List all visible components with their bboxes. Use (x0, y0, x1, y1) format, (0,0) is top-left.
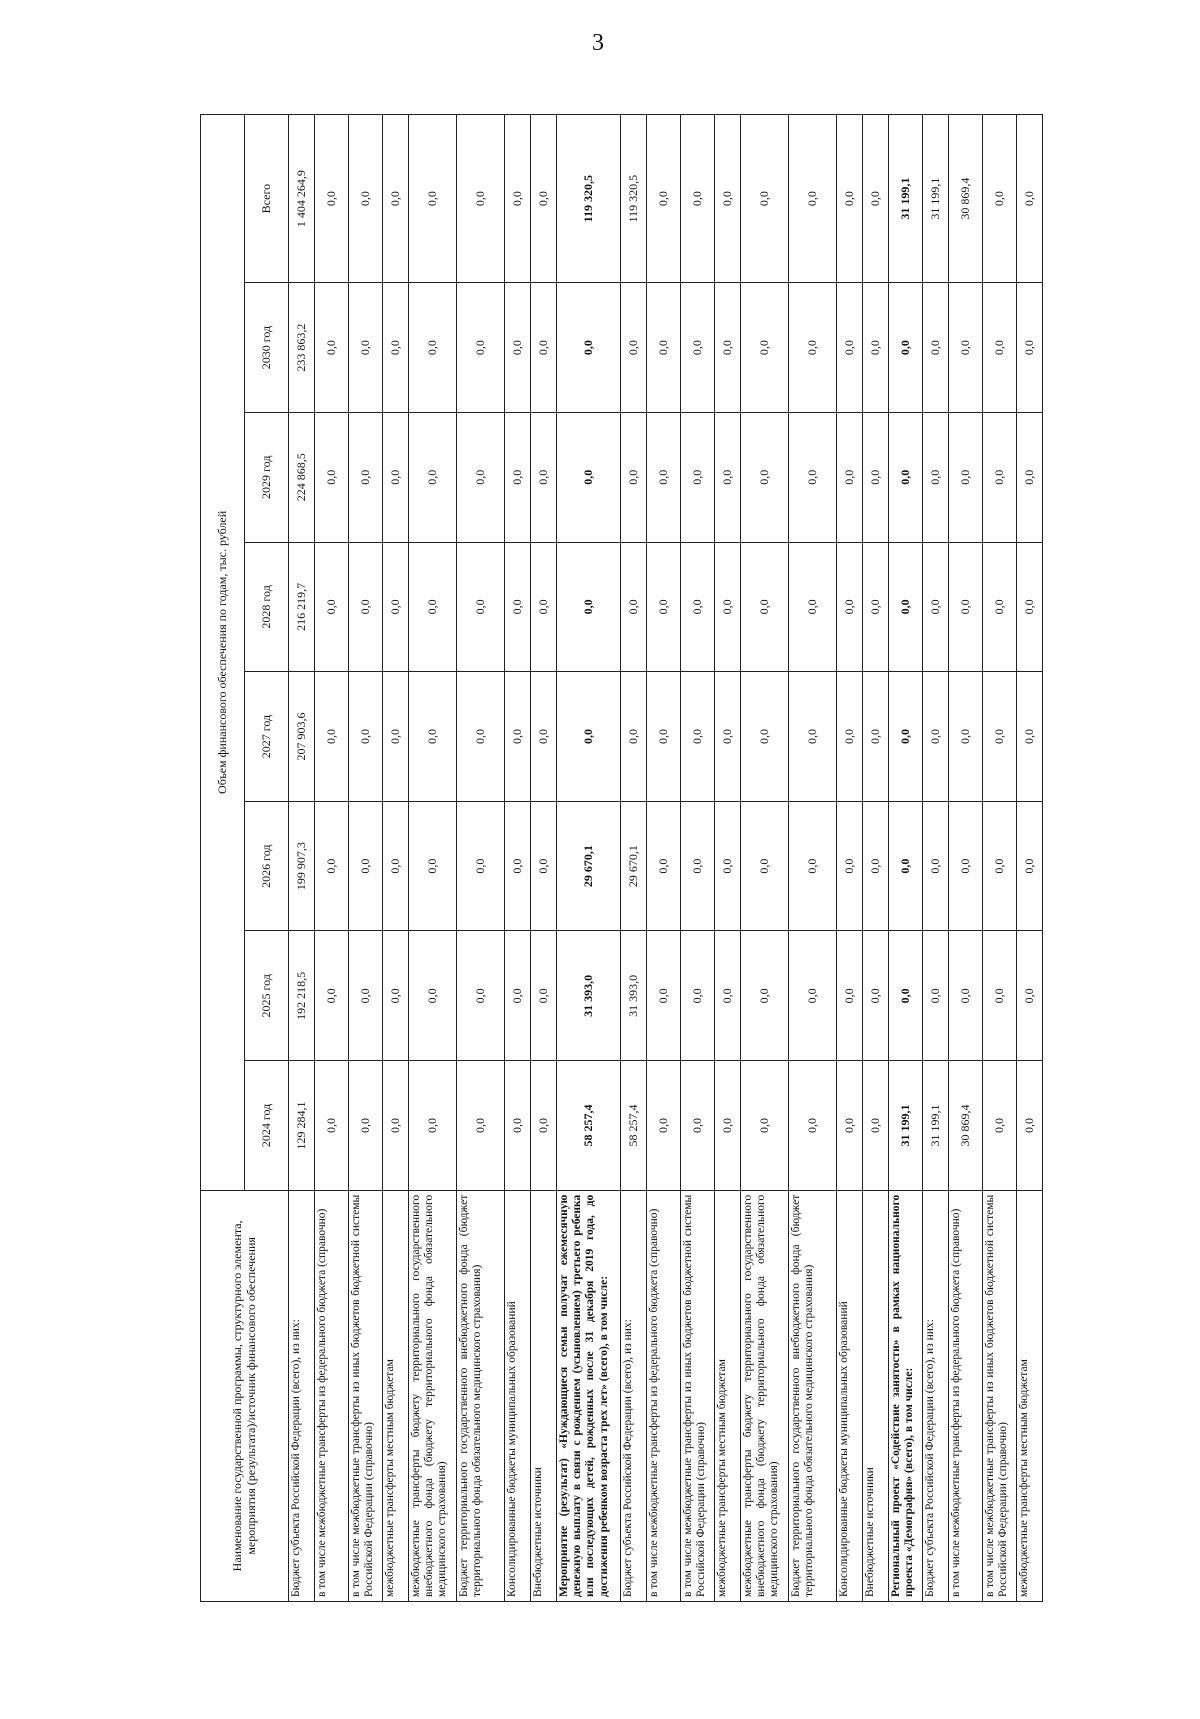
row-value: 0,0 (741, 672, 789, 802)
row-value: 0,0 (681, 283, 715, 413)
row-value: 0,0 (1017, 412, 1043, 542)
row-value: 0,0 (349, 283, 383, 413)
row-value: 0,0 (349, 801, 383, 931)
row-value: 0,0 (889, 801, 923, 931)
row-value: 0,0 (983, 412, 1017, 542)
row-value: 0,0 (715, 931, 741, 1061)
row-value: 0,0 (741, 801, 789, 931)
row-value: 0,0 (315, 931, 349, 1061)
table-row (681, 115, 715, 1602)
row-value: 0,0 (863, 931, 889, 1061)
row-value: 0,0 (409, 931, 457, 1061)
row-value: 0,0 (557, 672, 621, 802)
row-value: 0,0 (837, 1061, 863, 1191)
table-row (647, 115, 681, 1602)
row-value: 0,0 (647, 801, 681, 931)
row-value: 0,0 (457, 672, 505, 802)
row-value: 0,0 (923, 283, 949, 413)
row-value: 0,0 (349, 931, 383, 1061)
table-row (557, 115, 621, 1602)
row-value: 0,0 (741, 542, 789, 672)
row-value: 233 863,2 (289, 283, 315, 413)
row-value: 0,0 (949, 672, 983, 802)
table-row (621, 115, 647, 1602)
row-value: 31 199,1 (923, 1061, 949, 1191)
row-value: 192 218,5 (289, 931, 315, 1061)
row-value: 0,0 (837, 672, 863, 802)
row-value: 0,0 (531, 672, 557, 802)
table-row (983, 115, 1017, 1602)
row-value: 31 393,0 (557, 931, 621, 1061)
header-volume-title: Объем финансового обеспечения по годам, тыс. рублей (201, 115, 245, 1191)
row-value: 0,0 (531, 931, 557, 1061)
row-value: 0,0 (457, 283, 505, 413)
row-value: 0,0 (409, 115, 457, 283)
row-value: 0,0 (531, 283, 557, 413)
row-value: 0,0 (681, 115, 715, 283)
row-value: 0,0 (923, 931, 949, 1061)
header-name-column: Наименование государственной программы, структурного элемента, мероприятия (результата)/источник финансового обеспечения (201, 1190, 289, 1601)
table-row (289, 115, 315, 1602)
row-value: 0,0 (315, 672, 349, 802)
table-row (315, 115, 349, 1602)
row-value: 0,0 (315, 1061, 349, 1191)
row-value: 0,0 (889, 672, 923, 802)
table-row (837, 115, 863, 1602)
row-value: 0,0 (1017, 672, 1043, 802)
row-value: 0,0 (983, 542, 1017, 672)
row-value: 0,0 (681, 672, 715, 802)
row-value: 0,0 (557, 412, 621, 542)
header-year-0: 2024 год (245, 1061, 289, 1191)
table-row (789, 115, 837, 1602)
row-value: 0,0 (837, 931, 863, 1061)
row-label: в том числе межбюджетные трансферты из иных бюджетов бюджетной системы Российской Федерации (справочно) (681, 1190, 715, 1601)
row-value: 0,0 (647, 931, 681, 1061)
row-label: Бюджет территориального государственного внебюджетного фонда (бюджет территориального фонда обязательного медицинского страхования) (789, 1190, 837, 1601)
row-value: 0,0 (647, 283, 681, 413)
row-value: 0,0 (349, 672, 383, 802)
row-value: 0,0 (647, 115, 681, 283)
row-value: 0,0 (383, 801, 409, 931)
row-label: в том числе межбюджетные трансферты из иных бюджетов бюджетной системы Российской Федерации (справочно) (349, 1190, 383, 1601)
row-value: 58 257,4 (557, 1061, 621, 1191)
row-value: 0,0 (923, 801, 949, 931)
row-value: 0,0 (349, 1061, 383, 1191)
row-value: 0,0 (863, 672, 889, 802)
row-label: Консолидированные бюджеты муниципальных образований (837, 1190, 863, 1601)
row-value: 0,0 (837, 115, 863, 283)
row-value: 29 670,1 (557, 801, 621, 931)
row-label: Бюджет территориального государственного внебюджетного фонда (бюджет территориального фонда обязательного медицинского страхования) (457, 1190, 505, 1601)
row-value: 207 903,6 (289, 672, 315, 802)
row-value: 0,0 (837, 283, 863, 413)
row-label: межбюджетные трансферты бюджету территориального государственного внебюджетного фонда (бюджету территориального фонда обязательного медицинского страхования) (409, 1190, 457, 1601)
table-row (409, 115, 457, 1602)
header-year-2: 2026 год (245, 801, 289, 931)
row-label: Бюджет субъекта Российской Федерации (всего), из них: (289, 1190, 315, 1601)
row-label: в том числе межбюджетные трансферты из федерального бюджета (справочно) (949, 1190, 983, 1601)
row-value: 0,0 (647, 1061, 681, 1191)
row-value: 0,0 (531, 801, 557, 931)
row-value: 0,0 (409, 1061, 457, 1191)
row-value: 0,0 (647, 672, 681, 802)
row-label: Внебюджетные источники (531, 1190, 557, 1601)
row-value: 0,0 (681, 412, 715, 542)
header-year-1: 2025 год (245, 931, 289, 1061)
row-value: 0,0 (983, 801, 1017, 931)
row-value: 0,0 (837, 801, 863, 931)
row-value: 0,0 (457, 412, 505, 542)
row-label: Региональный проект «Содействие занятости» в рамках национального проекта «Демография» (всего), в том числе: (889, 1190, 923, 1601)
table-row (1017, 115, 1043, 1602)
row-value: 129 284,1 (289, 1061, 315, 1191)
row-value: 0,0 (837, 412, 863, 542)
row-value: 119 320,5 (621, 115, 647, 283)
row-value: 0,0 (409, 283, 457, 413)
row-value: 0,0 (409, 542, 457, 672)
row-value: 0,0 (505, 412, 531, 542)
header-year-7: Всего (245, 115, 289, 283)
row-value: 0,0 (621, 412, 647, 542)
row-value: 0,0 (505, 542, 531, 672)
row-value: 0,0 (715, 542, 741, 672)
row-value: 0,0 (1017, 115, 1043, 283)
row-value: 0,0 (1017, 1061, 1043, 1191)
row-value: 31 199,1 (889, 1061, 923, 1191)
row-value: 0,0 (647, 542, 681, 672)
row-value: 0,0 (889, 931, 923, 1061)
row-value: 0,0 (715, 412, 741, 542)
row-value: 0,0 (789, 931, 837, 1061)
table-row (531, 115, 557, 1602)
row-value: 0,0 (789, 801, 837, 931)
header-year-5: 2029 год (245, 412, 289, 542)
row-value: 119 320,5 (557, 115, 621, 283)
header-year-3: 2027 год (245, 672, 289, 802)
row-value: 0,0 (505, 931, 531, 1061)
row-value: 0,0 (863, 283, 889, 413)
row-label: Консолидированные бюджеты муниципальных образований (505, 1190, 531, 1601)
row-value: 0,0 (531, 412, 557, 542)
row-value: 0,0 (315, 801, 349, 931)
row-value: 0,0 (949, 542, 983, 672)
header-year-6: 2030 год (245, 283, 289, 413)
row-value: 0,0 (621, 283, 647, 413)
row-value: 0,0 (531, 115, 557, 283)
row-value: 0,0 (457, 542, 505, 672)
row-label: Мероприятие (результат) «Нуждающиеся семьи получат ежемесячную денежную выплату в связи с рождением (усыновлением) третьего ребенка или последующих детей, рожденных после 31 декабря 2019 года, до достижения ребенком возраста трех лет» (всего), в том числе: (557, 1190, 621, 1601)
row-value: 0,0 (715, 115, 741, 283)
row-value: 0,0 (923, 412, 949, 542)
row-value: 0,0 (457, 115, 505, 283)
row-value: 0,0 (863, 412, 889, 542)
row-value: 0,0 (315, 542, 349, 672)
row-label: Внебюджетные источники (863, 1190, 889, 1601)
table-row (863, 115, 889, 1602)
row-value: 0,0 (1017, 931, 1043, 1061)
row-value: 31 199,1 (889, 115, 923, 283)
row-value: 0,0 (863, 1061, 889, 1191)
row-value: 0,0 (349, 542, 383, 672)
row-value: 0,0 (741, 1061, 789, 1191)
row-value: 224 868,5 (289, 412, 315, 542)
row-value: 0,0 (383, 412, 409, 542)
row-value: 31 199,1 (923, 115, 949, 283)
row-label: межбюджетные трансферты местным бюджетам (1017, 1190, 1043, 1601)
row-value: 0,0 (409, 412, 457, 542)
row-value: 199 907,3 (289, 801, 315, 931)
row-value: 0,0 (457, 1061, 505, 1191)
row-label: межбюджетные трансферты бюджету территориального государственного внебюджетного фонда (бюджету территориального фонда обязательного медицинского страхования) (741, 1190, 789, 1601)
row-value: 0,0 (383, 115, 409, 283)
row-value: 0,0 (505, 1061, 531, 1191)
table-row (889, 115, 923, 1602)
row-value: 216 219,7 (289, 542, 315, 672)
row-value: 0,0 (681, 931, 715, 1061)
row-value: 0,0 (741, 412, 789, 542)
row-value: 0,0 (409, 672, 457, 802)
row-value: 0,0 (889, 283, 923, 413)
financing-table (200, 114, 1043, 1602)
row-value: 0,0 (505, 801, 531, 931)
row-value: 0,0 (681, 542, 715, 672)
row-value: 0,0 (741, 931, 789, 1061)
row-label: межбюджетные трансферты местным бюджетам (715, 1190, 741, 1601)
row-value: 0,0 (837, 542, 863, 672)
row-value: 1 404 264,9 (289, 115, 315, 283)
row-value: 29 670,1 (621, 801, 647, 931)
rotated-table-container (200, 114, 1040, 1602)
row-value: 0,0 (715, 1061, 741, 1191)
row-value: 0,0 (889, 542, 923, 672)
row-value: 0,0 (949, 412, 983, 542)
table-row (741, 115, 789, 1602)
table-row (383, 115, 409, 1602)
row-label: в том числе межбюджетные трансферты из иных бюджетов бюджетной системы Российской Федерации (справочно) (983, 1190, 1017, 1601)
row-value: 0,0 (789, 672, 837, 802)
table-row (949, 115, 983, 1602)
table-row (505, 115, 531, 1602)
row-label: Бюджет субъекта Российской Федерации (всего), из них: (923, 1190, 949, 1601)
row-value: 0,0 (383, 1061, 409, 1191)
row-label: в том числе межбюджетные трансферты из федерального бюджета (справочно) (315, 1190, 349, 1601)
row-value: 0,0 (983, 283, 1017, 413)
row-value: 0,0 (741, 283, 789, 413)
row-value: 0,0 (383, 672, 409, 802)
row-value: 0,0 (315, 412, 349, 542)
row-value: 58 257,4 (621, 1061, 647, 1191)
row-value: 0,0 (949, 283, 983, 413)
row-value: 0,0 (1017, 283, 1043, 413)
row-value: 30 869,4 (949, 1061, 983, 1191)
row-value: 0,0 (923, 542, 949, 672)
row-value: 0,0 (505, 283, 531, 413)
header-year-4: 2028 год (245, 542, 289, 672)
row-value: 0,0 (505, 672, 531, 802)
row-value: 0,0 (741, 115, 789, 283)
row-label: межбюджетные трансферты местным бюджетам (383, 1190, 409, 1601)
row-value: 0,0 (789, 412, 837, 542)
row-value: 0,0 (949, 931, 983, 1061)
row-value: 0,0 (647, 412, 681, 542)
row-value: 0,0 (715, 801, 741, 931)
table-row (349, 115, 383, 1602)
row-value: 0,0 (315, 115, 349, 283)
row-value: 0,0 (1017, 801, 1043, 931)
row-value: 0,0 (983, 1061, 1017, 1191)
row-value: 0,0 (983, 672, 1017, 802)
row-value: 30 869,4 (949, 115, 983, 283)
row-value: 0,0 (715, 283, 741, 413)
row-value: 0,0 (863, 115, 889, 283)
row-value: 0,0 (789, 283, 837, 413)
row-value: 0,0 (715, 672, 741, 802)
row-value: 0,0 (863, 801, 889, 931)
row-label: в том числе межбюджетные трансферты из федерального бюджета (справочно) (647, 1190, 681, 1601)
row-value: 0,0 (457, 931, 505, 1061)
row-value: 0,0 (983, 115, 1017, 283)
row-value: 0,0 (557, 542, 621, 672)
row-value: 0,0 (557, 283, 621, 413)
table-row (923, 115, 949, 1602)
table-row (715, 115, 741, 1602)
row-value: 0,0 (621, 672, 647, 802)
row-value: 31 393,0 (621, 931, 647, 1061)
row-value: 0,0 (923, 672, 949, 802)
table-row (457, 115, 505, 1602)
row-value: 0,0 (789, 115, 837, 283)
row-value: 0,0 (409, 801, 457, 931)
row-value: 0,0 (621, 542, 647, 672)
row-value: 0,0 (349, 412, 383, 542)
row-value: 0,0 (1017, 542, 1043, 672)
row-value: 0,0 (505, 115, 531, 283)
row-value: 0,0 (383, 931, 409, 1061)
row-value: 0,0 (863, 542, 889, 672)
row-value: 0,0 (681, 801, 715, 931)
row-value: 0,0 (383, 542, 409, 672)
page-number: 3 (592, 30, 604, 56)
row-value: 0,0 (531, 542, 557, 672)
row-label: Бюджет субъекта Российской Федерации (всего), из них: (621, 1190, 647, 1601)
row-value: 0,0 (681, 1061, 715, 1191)
row-value: 0,0 (789, 542, 837, 672)
row-value: 0,0 (949, 801, 983, 931)
row-value: 0,0 (383, 283, 409, 413)
row-value: 0,0 (315, 283, 349, 413)
row-value: 0,0 (983, 931, 1017, 1061)
row-value: 0,0 (531, 1061, 557, 1191)
row-value: 0,0 (789, 1061, 837, 1191)
row-value: 0,0 (457, 801, 505, 931)
row-value: 0,0 (349, 115, 383, 283)
row-value: 0,0 (889, 412, 923, 542)
